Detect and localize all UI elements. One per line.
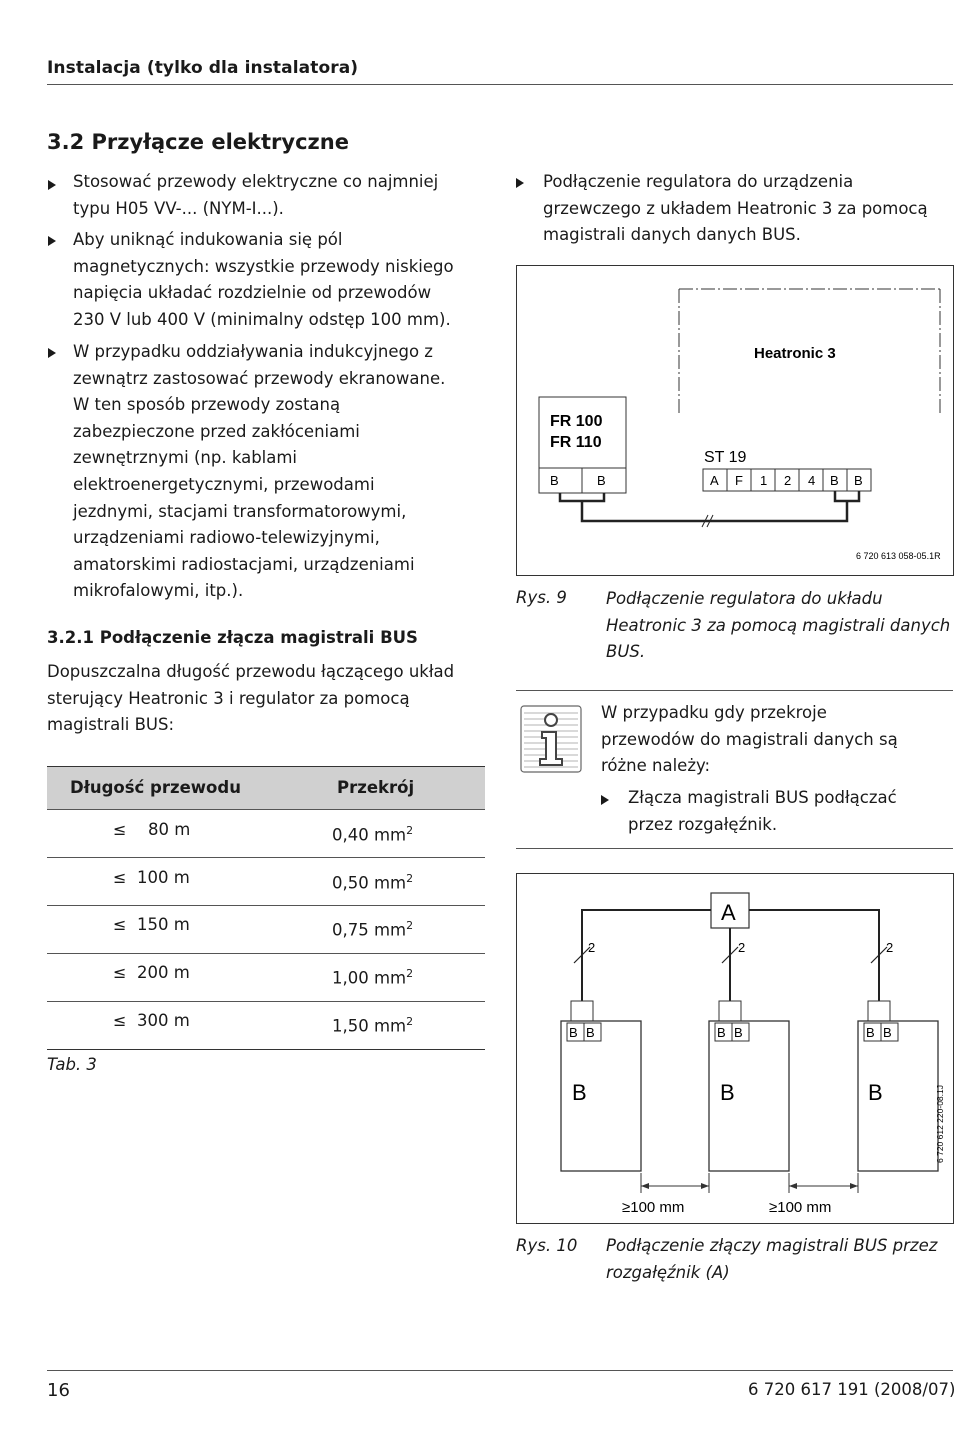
le-symbol: ≤: [113, 820, 127, 839]
bullet-arrow-icon: [48, 180, 56, 190]
fr-terminal-b: B: [597, 473, 606, 488]
svg-text:B: B: [868, 1080, 883, 1105]
svg-text:B: B: [572, 1080, 587, 1105]
terminal-label: F: [735, 473, 743, 488]
figure-10-label: Rys. 10: [516, 1236, 578, 1255]
table-header-length: Długość przewodu: [70, 778, 241, 797]
bullet-arrow-icon: [48, 348, 56, 358]
info-icon: [520, 705, 582, 773]
figure-9-diagram: [516, 265, 954, 577]
appliance-unit: [858, 1021, 938, 1171]
figure-10-diagram: [516, 873, 954, 1225]
cell-length: 200 m: [137, 963, 190, 982]
wire-count-label: 2: [886, 940, 894, 955]
bus-wire: [560, 491, 859, 521]
terminal-label: B: [854, 473, 863, 488]
bullet-arrow-icon: [516, 178, 524, 188]
wire-count-label: 2: [588, 940, 596, 955]
fr-terminal-b: B: [550, 473, 559, 488]
terminal-label: B: [830, 473, 839, 488]
splitter-label: A: [721, 900, 736, 925]
svg-text:B: B: [720, 1080, 735, 1105]
cell-section: 1,00 $mm^2$: [332, 967, 414, 988]
cell-length: 100 m: [137, 868, 190, 887]
terminal-label: 2: [784, 473, 792, 488]
figure-10-caption: Podłączenie złączy magistrali BUS przez rozgałęźnik (A): [606, 1236, 938, 1282]
table-rule: [47, 953, 485, 954]
table-rule: [47, 809, 485, 810]
fr100-label: FR 100: [550, 413, 603, 430]
cell-section: 1,50 $mm^2$: [332, 1015, 414, 1036]
figure-9-label: Rys. 9: [516, 588, 567, 607]
bullet-item-3: W przypadku oddziaływania indukcyjnego z zewnątrz zastosować przewody ekranowane. W ten sposób przewody zostaną zabezpieczone przed zakłóceniami zewnętrznymi (np. kablami elektroenergetycznymi, przewodami jezdnymi, stacjami transformatorowymi, urządzeniami radiowo-telewizyjnymi, amatorskimi radiostacjami, urządzeniami mikrofalowymi, itp.).: [73, 342, 446, 601]
distance-label: ≥100 mm: [622, 1199, 685, 1216]
cell-length: 150 m: [137, 915, 190, 934]
terminal-label: 4: [808, 473, 816, 488]
le-symbol: ≤: [113, 915, 127, 934]
figure-code: 6 720 612 220-08.1J: [935, 1085, 945, 1163]
bullet-arrow-icon: [48, 236, 56, 246]
note-top-rule: [516, 690, 953, 691]
svg-text:B: B: [717, 1025, 726, 1040]
table-rule: [47, 905, 485, 906]
distance-label: ≥100 mm: [769, 1199, 832, 1216]
appliance-unit: [561, 1021, 641, 1171]
table-caption: Tab. 3: [47, 1055, 97, 1074]
running-header: Instalacja (tylko dla instalatora): [47, 58, 359, 78]
footer-rule: [47, 1370, 953, 1371]
table-rule: [47, 857, 485, 858]
le-symbol: ≤: [113, 963, 127, 982]
fr110-label: FR 110: [550, 434, 602, 451]
svg-text:B: B: [586, 1025, 595, 1040]
note-text: W przypadku gdy przekroje przewodów do magistrali danych są różne należy:: [601, 703, 898, 776]
table-header-section: Przekrój: [337, 778, 415, 797]
cell-length: 80 m: [148, 820, 191, 839]
svg-text:B: B: [734, 1025, 743, 1040]
bullet-item-1: Stosować przewody elektryczne co najmniej typu H05 VV-... (NYM-I...).: [73, 172, 439, 218]
connector: [571, 1001, 593, 1021]
svg-text:B: B: [883, 1025, 892, 1040]
subsection-intro: Dopuszczalna długość przewodu łączącego układ sterujący Heatronic 3 i regulator za pomocą magistrali BUS:: [47, 662, 455, 735]
header-rule: [47, 84, 953, 85]
cell-section: 0,50 $mm^2$: [332, 872, 414, 893]
figure-9-caption: Podłączenie regulatora do układu Heatronic 3 za pomocą magistrali danych BUS.: [606, 589, 951, 662]
cell-section: 0,75 $mm^2$: [332, 919, 414, 940]
right-bullet-item: Podłączenie regulatora do urządzenia grzewczego z układem Heatronic 3 za pomocą magistrali danych danych BUS.: [543, 172, 928, 245]
wire-count-label: 2: [738, 940, 746, 955]
cell-section: 0,40 $mm^2$: [332, 824, 414, 845]
page-number: 16: [47, 1380, 70, 1401]
cell-length: 300 m: [137, 1011, 190, 1030]
connector: [868, 1001, 890, 1021]
terminal-label: A: [710, 473, 719, 488]
svg-text:B: B: [569, 1025, 578, 1040]
dimension-lines: [641, 1173, 858, 1193]
bullet-item-2: Aby uniknąć indukowania się pól magnetycznych: wszystkie przewody niskiego napięcia układać rozdzielnie od przewodów 230 V lub 400 V (minimalny odstęp 100 mm).: [73, 230, 454, 329]
note-bottom-rule: [516, 848, 953, 849]
le-symbol: ≤: [113, 1011, 127, 1030]
appliance-unit: [709, 1021, 789, 1171]
le-symbol: ≤: [113, 868, 127, 887]
figure-code: 6 720 613 058-05.1R: [856, 551, 941, 561]
table-rule: [47, 1001, 485, 1002]
table-bottom-rule: [47, 1049, 485, 1050]
subsection-title: 3.2.1 Podłączenie złącza magistrali BUS: [47, 628, 418, 647]
st19-label: ST 19: [704, 449, 747, 466]
bullet-arrow-icon: [601, 795, 609, 805]
terminal-label: 1: [760, 473, 768, 488]
svg-text:B: B: [866, 1025, 875, 1040]
heatronic-label: Heatronic 3: [754, 345, 836, 362]
document-code: 6 720 617 191 (2008/07): [748, 1380, 956, 1399]
note-bullet: Złącza magistrali BUS podłączać przez rozgałęźnik.: [628, 788, 897, 834]
connector: [719, 1001, 741, 1021]
section-title: 3.2 Przyłącze elektryczne: [47, 130, 349, 154]
